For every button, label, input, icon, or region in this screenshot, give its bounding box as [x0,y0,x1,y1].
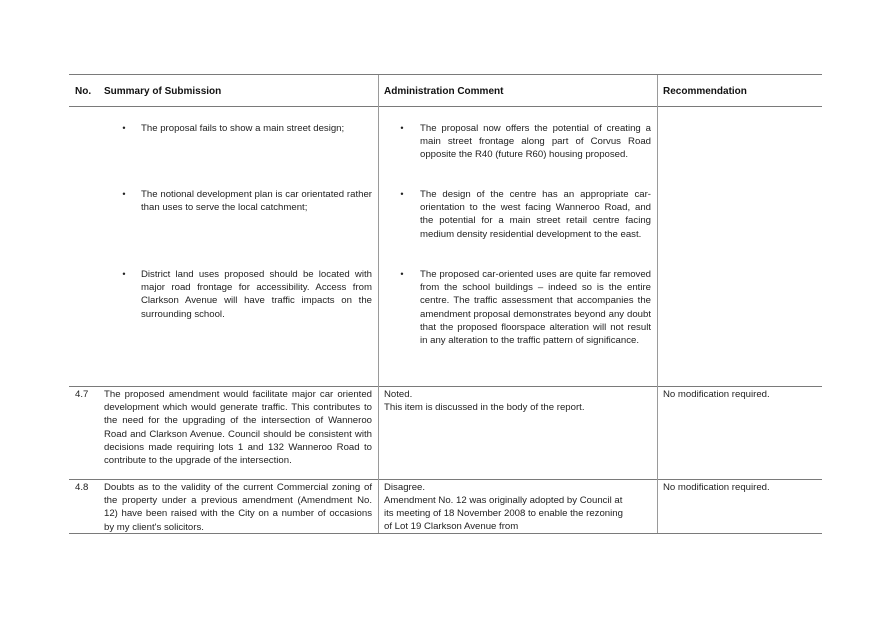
row-divider [69,386,822,387]
summary-bullet-3: District land uses proposed should be located with major road frontage for accessibility. Access from Clarkson Avenue will have traffic impacts on the surrounding school. [141,269,372,320]
bullet-dot: • [122,269,126,279]
comment-bullet-3: The proposed car-oriented uses are quite far removed from the school buildings – indeed so is the entire centre. The traffic assessment that accompanies the amendment proposal demonstrates beyond any doubt that the proposed floorspace alteration will not result in any alteration to the traffic pattern of significance. [420,269,651,347]
row-4-8-summary: Doubts as to the validity of the current Commercial zoning of the property under a previous amendment (Amendment No. 12) have been raised with the City on a number of occasions by my client's solicitors. [104,482,372,533]
bullet-dot: • [400,269,404,279]
row-4-7-comment-detail: This item is discussed in the body of the report. [384,402,585,413]
column-divider [378,75,379,533]
bullet-dot: • [122,123,126,133]
bullet-dot: • [122,189,126,199]
summary-bullet-1: The proposal fails to show a main street design; [141,123,345,134]
header-comment: Administration Comment [384,86,504,97]
row-divider [69,479,822,480]
row-4-8-recommendation: No modification required. [663,482,770,493]
row-4-7-comment-status: Noted. [384,389,413,400]
header-recommendation: Recommendation [663,86,747,97]
column-divider [657,75,658,533]
row-number: 4.8 [75,482,89,493]
bullet-dot: • [400,123,404,133]
table-top-border [69,74,822,75]
bullet-dot: • [400,189,404,199]
summary-bullet-2: The notional development plan is car orientated rather than uses to serve the local catchment; [141,189,372,214]
row-4-7-recommendation: No modification required. [663,389,770,400]
header-summary: Summary of Submission [104,86,222,97]
row-4-7-summary: The proposed amendment would facilitate major car oriented development which would generate traffic. This contributes to the need for the upgrading of the intersection of Wanneroo Road and Clarkson Avenue. Council should be consistent with decisions made requiring lots 1 and 132 Wanneroo Road to contribute to the upgrade of the intersection. [104,389,372,467]
comment-bullet-2: The design of the centre has an appropriate car-orientation to the west facing Wanneroo Road, and the potential for a main street retail centre facing medium density residential development to the east. [420,189,651,240]
row-4-8-comment-status: Disagree. [384,482,426,493]
row-4-8-comment-detail: Amendment No. 12 was originally adopted by Council at its meeting of 18 November 2008 to enable the rezoning of Lot 19 Clarkson Avenue from [384,495,623,533]
comment-bullet-1: The proposal now offers the potential of creating a main street frontage along part of Corvus Road opposite the R40 (future R60) housing proposed. [420,123,651,161]
header-no: No. [75,86,92,97]
row-number: 4.7 [75,389,89,400]
header-bottom-border [69,106,822,107]
